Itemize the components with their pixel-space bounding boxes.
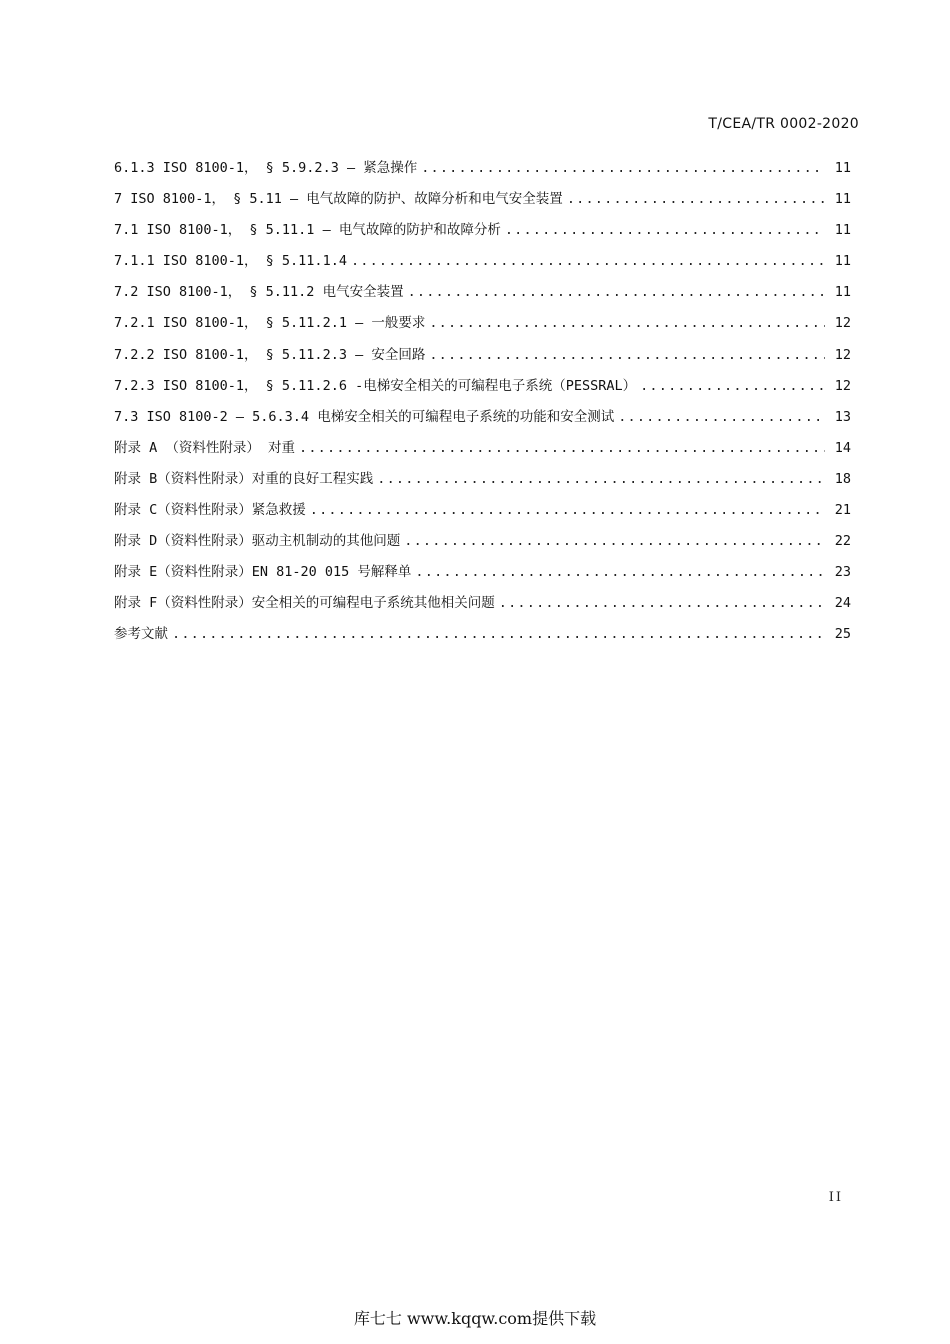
toc-entry-page: 13	[834, 408, 851, 425]
toc-entry[interactable]	[114, 311, 851, 342]
toc-entry-title: 附录 E（资料性附录）EN 81-20 015 号解释单	[114, 564, 412, 581]
toc-leader-dots	[377, 471, 825, 487]
toc-entry-title: 7.2.3 ISO 8100-1， § 5.11.2.6 -电梯安全相关的可编程电子系统（PESSRAL）	[114, 377, 637, 394]
toc-leader-dots	[310, 502, 825, 518]
toc-entry-title: 7.1 ISO 8100-1， § 5.11.1 – 电气故障的防护和故障分析	[114, 222, 501, 239]
toc-entry-title: 6.1.3 ISO 8100-1， § 5.9.2.3 – 紧急操作	[114, 160, 418, 176]
toc-leader-dots	[618, 409, 825, 425]
toc-entry-title: 附录 A （资料性附录） 对重	[114, 439, 296, 456]
toc-entry-page: 25	[834, 626, 851, 643]
toc-leader-dots	[499, 595, 825, 611]
toc-entry[interactable]	[114, 467, 851, 498]
toc-entry[interactable]	[114, 436, 851, 467]
toc-entry[interactable]	[114, 187, 851, 218]
toc-entry-title: 附录 D（资料性附录）驱动主机制动的其他问题	[114, 533, 401, 550]
toc-leader-dots	[421, 160, 825, 176]
toc-leader-dots	[429, 315, 825, 331]
toc-leader-dots	[404, 533, 825, 549]
toc-entry-title: 7.3 ISO 8100-2 – 5.6.3.4 电梯安全相关的可编程电子系统的功能和安全测试	[114, 408, 615, 425]
toc-entry-title: 7.2.2 ISO 8100-1， § 5.11.2.3 – 安全回路	[114, 346, 426, 363]
toc-leader-dots	[408, 284, 825, 300]
toc-entry-page: 11	[834, 160, 851, 176]
toc-leader-dots	[299, 440, 825, 456]
toc-leader-dots	[172, 626, 825, 642]
toc-entry-title: 7.2.1 ISO 8100-1， § 5.11.2.1 – 一般要求	[114, 315, 426, 332]
page-number: II	[828, 1190, 843, 1205]
toc-entry-page: 12	[834, 346, 851, 363]
toc-entry-title: 附录 C（资料性附录）紧急救援	[114, 502, 306, 519]
toc-entry[interactable]	[114, 405, 851, 436]
toc-leader-dots	[505, 222, 825, 238]
document-code: T/CEA/TR 0002-2020	[708, 116, 859, 132]
toc-entry-title: 7.1.1 ISO 8100-1， § 5.11.1.4	[114, 253, 347, 270]
toc-entry-title: 7 ISO 8100-1， § 5.11 – 电气故障的防护、故障分析和电气安全装置	[114, 191, 563, 208]
toc-leader-dots	[640, 378, 825, 394]
toc-leader-dots	[429, 347, 825, 363]
toc-entry-page: 11	[834, 222, 851, 239]
toc-entry[interactable]	[114, 591, 851, 622]
toc-entry[interactable]	[114, 560, 851, 591]
toc-leader-dots	[567, 191, 825, 207]
toc-entry-page: 21	[834, 502, 851, 519]
toc-entry-page: 18	[834, 470, 851, 487]
toc-entry-page: 24	[834, 595, 851, 612]
toc-entry[interactable]	[114, 218, 851, 249]
toc-entry-page: 12	[834, 377, 851, 394]
toc-entry-page: 12	[834, 315, 851, 332]
toc-leader-dots	[351, 253, 825, 269]
toc-entry[interactable]	[114, 529, 851, 560]
table-of-contents	[114, 156, 851, 654]
toc-entry-title: 7.2 ISO 8100-1， § 5.11.2 电气安全装置	[114, 284, 404, 301]
toc-entry[interactable]	[114, 280, 851, 311]
toc-entry[interactable]	[114, 374, 851, 405]
toc-entry-page: 22	[834, 533, 851, 550]
toc-entry-page: 11	[834, 253, 851, 270]
toc-entry[interactable]	[114, 249, 851, 280]
toc-entry-page: 23	[834, 564, 851, 581]
toc-entry[interactable]	[114, 622, 851, 653]
toc-entry[interactable]	[114, 498, 851, 529]
toc-entry-title: 附录 B（资料性附录）对重的良好工程实践	[114, 470, 374, 487]
download-watermark: 库七七 www.kqqw.com提供下载	[353, 1309, 597, 1328]
toc-entry[interactable]	[114, 156, 851, 187]
toc-entry-page: 14	[834, 439, 851, 456]
toc-entry[interactable]	[114, 343, 851, 374]
toc-entry-page: 11	[834, 191, 851, 208]
toc-entry-title: 附录 F（资料性附录）安全相关的可编程电子系统其他相关问题	[114, 595, 495, 612]
toc-leader-dots	[415, 564, 825, 580]
toc-entry-page: 11	[834, 284, 851, 301]
toc-entry-title: 参考文献	[114, 626, 168, 643]
